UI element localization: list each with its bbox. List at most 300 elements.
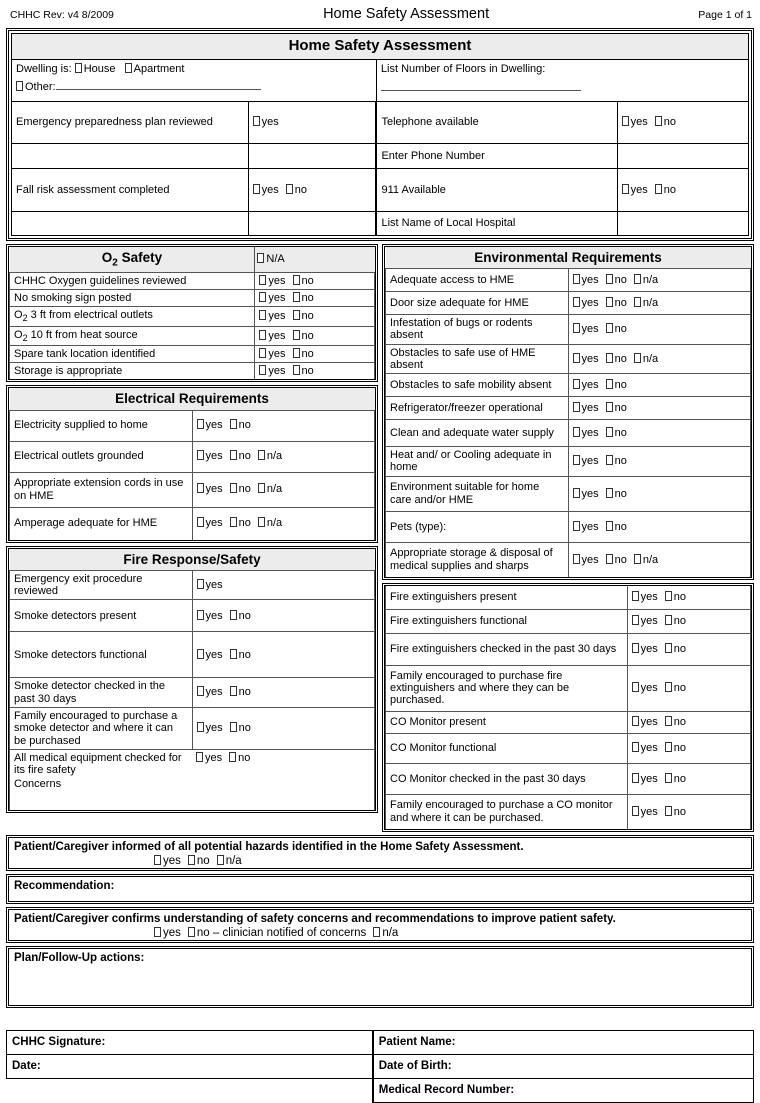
dwelling-other-input[interactable]	[56, 78, 261, 90]
checkbox-other[interactable]	[16, 81, 23, 91]
option-label: yes	[205, 450, 223, 463]
checkbox-yes[interactable]	[632, 682, 639, 692]
option-label: n/a	[642, 553, 659, 566]
o2-row-label-4: Spare tank location identified	[10, 345, 255, 362]
checkbox-yes[interactable]	[573, 297, 580, 307]
checkbox-no[interactable]	[230, 517, 237, 527]
table-row	[386, 794, 751, 829]
checkbox-no[interactable]	[230, 450, 237, 460]
checkbox-no[interactable]	[606, 274, 613, 284]
checkbox-no[interactable]	[665, 682, 672, 692]
option-label: n/a	[382, 926, 399, 939]
fire-left-options-5[interactable]	[192, 749, 375, 810]
checkbox-yes[interactable]	[632, 773, 639, 783]
checkbox-yes[interactable]	[573, 521, 580, 531]
dwelling-prompt: Dwelling is:	[16, 62, 72, 75]
option-label: no	[238, 686, 251, 699]
signature-section	[6, 1030, 754, 1103]
checkbox-no[interactable]	[293, 330, 300, 340]
date-field[interactable]: Date:	[7, 1054, 373, 1078]
option-label: yes	[640, 772, 658, 785]
checkbox-yes[interactable]	[632, 643, 639, 653]
fire-left-concerns-label: Concerns	[14, 778, 62, 791]
table-row	[7, 1054, 754, 1078]
table-row	[12, 59, 749, 101]
environmental-title: Environmental Requirements	[386, 247, 751, 269]
checkbox-yes[interactable]	[259, 330, 266, 340]
table-row	[386, 314, 751, 344]
option-label: yes	[205, 517, 223, 530]
right-column	[382, 244, 754, 835]
intro-right-label-1: Enter Phone Number	[376, 143, 617, 168]
checkbox-no[interactable]	[230, 649, 237, 659]
checkbox-na[interactable]	[634, 274, 641, 284]
option-label: yes	[261, 116, 279, 129]
option-label: yes	[581, 520, 599, 533]
option-label: yes	[205, 722, 223, 735]
option-label: n/a	[225, 854, 242, 867]
intro-left-label-1: Fall risk assessment completed	[12, 168, 249, 211]
fire-left-label-1: Smoke detectors present	[10, 600, 193, 632]
checkbox-no[interactable]	[606, 353, 613, 363]
table-row	[10, 289, 375, 306]
checkbox-yes[interactable]	[197, 419, 204, 429]
revision-text: CHHC Rev: v4 8/2009	[10, 9, 114, 21]
option-label: yes	[640, 805, 658, 818]
fire-right-label-3: Family encouraged to purchase fire extinguishers and where they can be purchased.	[386, 665, 628, 711]
floors-input[interactable]	[381, 79, 581, 91]
option-label: yes	[640, 742, 658, 755]
table-row	[386, 733, 751, 763]
table-row	[386, 609, 751, 633]
checkbox-no[interactable]	[188, 927, 195, 937]
checkbox-yes[interactable]	[632, 742, 639, 752]
table-row	[386, 511, 751, 542]
option-label: no	[673, 615, 687, 628]
checkbox-yes[interactable]	[197, 686, 204, 696]
option-label: no	[238, 722, 251, 735]
checkbox-na[interactable]	[258, 450, 265, 460]
table-row	[386, 344, 751, 374]
plan-followup-block[interactable]	[6, 946, 754, 1008]
electrical-row-options-1[interactable]	[192, 441, 375, 472]
table-row	[10, 549, 375, 571]
checkbox-yes[interactable]	[632, 716, 639, 726]
env-options-2[interactable]	[568, 314, 751, 344]
env-options-7[interactable]	[568, 447, 751, 477]
option-label: yes	[205, 686, 223, 699]
env-options-8[interactable]	[568, 476, 751, 511]
checkbox-no[interactable]	[606, 297, 613, 307]
table-row	[386, 542, 751, 577]
table-row	[10, 600, 375, 632]
option-label: no	[238, 648, 251, 661]
intro-right-label-2: 911 Available	[376, 168, 617, 211]
checkbox-no[interactable]	[665, 591, 672, 601]
electrical-title: Electrical Requirements	[10, 388, 375, 410]
option-label: no	[663, 116, 676, 129]
confirms-understanding-block	[6, 907, 754, 943]
dwelling-cell	[12, 59, 377, 101]
checkbox-na[interactable]	[373, 927, 380, 937]
table-row	[386, 447, 751, 477]
table-row	[386, 665, 751, 711]
o2-row-label-2	[10, 307, 255, 326]
hazards-informed-text: Patient/Caregiver informed of all potential hazards identified in the Home Safety Assessment.	[14, 840, 524, 853]
o2-title-tail: Safety	[117, 249, 163, 265]
fire-left-options-2[interactable]	[192, 632, 375, 678]
fire-right-label-0: Fire extinguishers present	[386, 586, 628, 610]
table-row	[10, 388, 375, 410]
checkbox-no[interactable]	[606, 323, 613, 333]
fire-right-options-4[interactable]	[627, 711, 750, 733]
intro-left-spacer-opts-2	[248, 211, 376, 235]
option-label: yes	[268, 329, 286, 342]
table-row	[10, 632, 375, 678]
option-label: no	[614, 352, 627, 365]
checkbox-yes[interactable]	[573, 455, 580, 465]
checkbox-na[interactable]	[217, 855, 224, 865]
table-row	[12, 101, 749, 143]
patient-name-field[interactable]: Patient Name:	[373, 1030, 754, 1054]
dwelling-table	[11, 59, 749, 102]
o2-title-sub: 2	[112, 257, 118, 269]
fire-left-label-4: Family encouraged to purchase a smoke detector and where it can be purchased	[10, 707, 193, 749]
option-label: yes	[581, 455, 599, 468]
checkbox-no[interactable]	[606, 554, 613, 564]
checkbox-no[interactable]	[606, 379, 613, 389]
option-label: no	[301, 310, 314, 323]
o2-safety-title	[10, 247, 255, 272]
checkbox-no[interactable]	[655, 184, 662, 194]
option-label: yes	[630, 183, 648, 196]
o2-row-options-5[interactable]	[255, 363, 375, 380]
table-row	[7, 1030, 754, 1054]
checkbox-no[interactable]	[665, 643, 672, 653]
intro-right-label-3: List Name of Local Hospital	[376, 211, 617, 235]
checkbox-no[interactable]	[293, 275, 300, 285]
checkbox-yes[interactable]	[197, 450, 204, 460]
checkbox-no[interactable]	[606, 455, 613, 465]
o2-row-options-0[interactable]	[255, 272, 375, 289]
table-row	[386, 420, 751, 447]
option-label: no	[238, 483, 251, 496]
checkbox-yes[interactable]	[154, 927, 161, 937]
option-label: yes	[581, 487, 599, 500]
option-label: yes	[268, 291, 286, 304]
checkbox-yes[interactable]	[197, 649, 204, 659]
table-row	[10, 272, 375, 289]
confirms-understanding-options[interactable]	[14, 927, 746, 939]
option-label: yes	[581, 273, 599, 286]
intro-right-options-1[interactable]	[617, 143, 748, 168]
document-title: Home Safety Assessment	[323, 6, 490, 22]
checkbox-yes[interactable]	[259, 348, 266, 358]
table-row	[386, 268, 751, 291]
checkbox-na[interactable]	[634, 353, 641, 363]
option-label: yes	[268, 347, 286, 360]
option-label: yes	[640, 682, 658, 695]
checkbox-yes[interactable]	[632, 591, 639, 601]
option-label: no	[238, 751, 251, 764]
option-label: no	[238, 450, 251, 463]
env-options-3[interactable]	[568, 344, 751, 374]
checkbox-yes[interactable]	[253, 184, 260, 194]
checkbox-no[interactable]	[293, 292, 300, 302]
table-row	[386, 633, 751, 665]
env-options-4[interactable]	[568, 374, 751, 397]
fire-left-label-5	[10, 749, 193, 810]
option-label: yes	[640, 643, 658, 656]
checkbox-yes[interactable]	[259, 292, 266, 302]
option-label: no	[301, 329, 314, 342]
env-label-3: Obstacles to safe use of HME absent	[386, 344, 569, 374]
electrical-table	[9, 388, 375, 539]
dwelling-apartment-label: Apartment	[133, 62, 185, 75]
checkbox-no[interactable]	[230, 610, 237, 620]
o2-safety-section	[6, 244, 378, 383]
option-label: n/a	[266, 517, 283, 530]
fire-left-options-3[interactable]	[192, 678, 375, 708]
checkbox-yes[interactable]	[573, 323, 580, 333]
checkbox-yes[interactable]	[197, 610, 204, 620]
option-label: no	[614, 455, 627, 468]
option-label: yes	[581, 296, 599, 309]
intro-right-options-3[interactable]	[617, 211, 748, 235]
checkbox-no[interactable]	[606, 427, 613, 437]
checkbox-yes[interactable]	[259, 275, 266, 285]
checkbox-yes[interactable]	[573, 488, 580, 498]
o2-prefix: O	[14, 328, 23, 341]
env-label-9: Pets (type):	[386, 511, 569, 542]
chhc-signature-field[interactable]: CHHC Signature:	[7, 1030, 373, 1054]
env-options-6[interactable]	[568, 420, 751, 447]
o2-row-options-2[interactable]	[255, 307, 375, 326]
checkbox-yes[interactable]	[196, 752, 203, 762]
option-label: no	[673, 591, 687, 604]
table-row	[10, 441, 375, 472]
fire-right-label-4: CO Monitor present	[386, 711, 628, 733]
checkbox-yes[interactable]	[154, 855, 161, 865]
table-row	[7, 1078, 754, 1102]
checkbox-no[interactable]	[655, 116, 662, 126]
checkbox-yes[interactable]	[259, 310, 266, 320]
intro-right-options-2[interactable]	[617, 168, 748, 211]
checkbox-yes[interactable]	[197, 483, 204, 493]
fire-right-options-3[interactable]	[627, 665, 750, 711]
env-label-6: Clean and adequate water supply	[386, 420, 569, 447]
intro-left-spacer-opts	[248, 143, 376, 168]
checkbox-yes[interactable]	[197, 722, 204, 732]
option-label: yes	[163, 854, 181, 867]
table-row	[10, 678, 375, 708]
checkbox-no[interactable]	[230, 483, 237, 493]
option-label: no	[301, 365, 314, 378]
page-number: Page 1 of 1	[698, 9, 752, 21]
table-row	[386, 291, 751, 314]
option-label: no	[238, 517, 251, 530]
option-label: no	[196, 854, 210, 867]
checkbox-na[interactable]	[258, 483, 265, 493]
env-label-0: Adequate access to HME	[386, 268, 569, 291]
option-label: no – clinician notified of concerns	[196, 926, 367, 939]
signature-empty-cell	[7, 1078, 373, 1102]
date-of-birth-field[interactable]: Date of Birth:	[373, 1054, 754, 1078]
checkbox-no[interactable]	[665, 716, 672, 726]
option-label: no	[614, 520, 627, 533]
option-label: yes	[581, 427, 599, 439]
o2-na-option[interactable]	[255, 247, 375, 272]
table-row	[12, 34, 749, 60]
checkbox-yes[interactable]	[259, 365, 266, 375]
checkbox-no[interactable]	[606, 488, 613, 498]
checkbox-yes[interactable]	[573, 353, 580, 363]
electrical-row-label-0: Electricity supplied to home	[10, 410, 193, 441]
option-label: no	[614, 553, 627, 566]
checkbox-no[interactable]	[230, 686, 237, 696]
checkbox-no[interactable]	[293, 310, 300, 320]
option-label: no	[673, 643, 687, 656]
fire-right-options-2[interactable]	[627, 633, 750, 665]
left-column	[6, 244, 378, 816]
hazards-informed-block	[6, 835, 754, 871]
intro-right-options-0[interactable]	[617, 101, 748, 143]
checkbox-yes[interactable]	[573, 379, 580, 389]
option-label: yes	[581, 323, 599, 336]
env-options-5[interactable]	[568, 397, 751, 420]
electrical-row-label-1: Electrical outlets grounded	[10, 441, 193, 472]
checkbox-no[interactable]	[230, 722, 237, 732]
fire-right-section	[382, 583, 754, 832]
table-row	[386, 586, 751, 610]
fire-left-options-1[interactable]	[192, 600, 375, 632]
option-label: no	[673, 682, 687, 695]
o2-row-options-3[interactable]	[255, 326, 375, 345]
table-row	[10, 707, 375, 749]
checkbox-no[interactable]	[665, 742, 672, 752]
option-label: yes	[205, 578, 223, 591]
medical-record-number-field[interactable]: Medical Record Number:	[373, 1078, 754, 1102]
fire-right-options-1[interactable]	[627, 609, 750, 633]
checkbox-no[interactable]	[606, 402, 613, 412]
checkbox-na[interactable]	[258, 517, 265, 527]
env-options-1[interactable]	[568, 291, 751, 314]
env-options-0[interactable]	[568, 268, 751, 291]
option-label: no	[614, 487, 627, 500]
checkbox-yes[interactable]	[573, 402, 580, 412]
fire-right-label-1: Fire extinguishers functional	[386, 609, 628, 633]
o2-title-main: O	[101, 249, 113, 265]
checkbox-no[interactable]	[188, 855, 195, 865]
fire-left-label-3: Smoke detector checked in the past 30 days	[10, 678, 193, 708]
checkbox-na[interactable]	[634, 554, 641, 564]
hazards-informed-options[interactable]	[14, 855, 746, 867]
checkbox-yes[interactable]	[632, 615, 639, 625]
option-label: yes	[581, 553, 599, 566]
env-options-9[interactable]	[568, 511, 751, 542]
checkbox-yes[interactable]	[573, 274, 580, 284]
fire-left-options-0[interactable]	[192, 570, 375, 600]
electrical-row-options-2[interactable]	[192, 472, 375, 507]
option-label: yes	[205, 751, 223, 764]
env-options-10[interactable]	[568, 542, 751, 577]
o2-row-options-1[interactable]	[255, 289, 375, 306]
floors-cell	[376, 59, 748, 101]
fire-left-options-4[interactable]	[192, 707, 375, 749]
o2-row-label-0: CHHC Oxygen guidelines reviewed	[10, 272, 255, 289]
table-row	[10, 345, 375, 362]
electrical-row-options-0[interactable]	[192, 410, 375, 441]
checkbox-no[interactable]	[293, 365, 300, 375]
option-label: yes	[205, 648, 223, 661]
fire-left-label-0: Emergency exit procedure reviewed	[10, 570, 193, 600]
checkbox-no[interactable]	[665, 806, 672, 816]
option-label: n/a	[266, 483, 283, 496]
electrical-row-label-3: Amperage adequate for HME	[10, 507, 193, 540]
option-label: no	[663, 183, 676, 196]
option-label: yes	[268, 310, 286, 323]
checkbox-no[interactable]	[293, 348, 300, 358]
fire-right-options-5[interactable]	[627, 733, 750, 763]
option-label: yes	[640, 615, 658, 628]
option-label: no	[238, 419, 251, 432]
checkbox-no[interactable]	[230, 419, 237, 429]
checkbox-yes[interactable]	[632, 806, 639, 816]
checkbox-na[interactable]	[634, 297, 641, 307]
checkbox-yes[interactable]	[253, 116, 260, 126]
o2-row-text: 10 ft from heat source	[30, 328, 138, 341]
table-row	[12, 168, 749, 211]
recommendation-label: Recommendation:	[14, 879, 115, 892]
checkbox-na[interactable]	[257, 253, 264, 263]
checkbox-yes[interactable]	[573, 427, 580, 437]
checkbox-no[interactable]	[665, 773, 672, 783]
checkbox-yes[interactable]	[622, 116, 629, 126]
option-label: yes	[581, 352, 599, 365]
option-label: yes	[268, 365, 286, 378]
checkbox-yes[interactable]	[197, 579, 204, 589]
checkbox-no[interactable]	[606, 521, 613, 531]
fire-right-options-6[interactable]	[627, 763, 750, 794]
env-label-1: Door size adequate for HME	[386, 291, 569, 314]
checkbox-apartment[interactable]	[125, 63, 132, 73]
recommendation-block[interactable]	[6, 874, 754, 904]
checkbox-no[interactable]	[286, 184, 293, 194]
table-row	[10, 247, 375, 272]
intro-left-options-0[interactable]	[248, 101, 376, 143]
checkbox-house[interactable]	[75, 63, 82, 73]
intro-left-spacer	[12, 143, 249, 168]
option-label: n/a	[642, 273, 659, 286]
fire-right-options-0[interactable]	[627, 586, 750, 610]
table-row	[12, 143, 749, 168]
checkbox-yes[interactable]	[573, 554, 580, 564]
table-row	[386, 763, 751, 794]
fire-right-options-7[interactable]	[627, 794, 750, 829]
o2-row-options-4[interactable]	[255, 345, 375, 362]
electrical-row-options-3[interactable]	[192, 507, 375, 540]
option-label: yes	[261, 183, 279, 196]
environmental-section	[382, 244, 754, 580]
checkbox-yes[interactable]	[197, 517, 204, 527]
option-label: N/A	[266, 253, 285, 266]
checkbox-no[interactable]	[229, 752, 236, 762]
env-label-5: Refrigerator/freezer operational	[386, 397, 569, 420]
checkbox-no[interactable]	[665, 615, 672, 625]
env-label-7: Heat and/ or Cooling adequate in home	[386, 447, 569, 477]
checkbox-yes[interactable]	[622, 184, 629, 194]
intro-left-options-1[interactable]	[248, 168, 376, 211]
